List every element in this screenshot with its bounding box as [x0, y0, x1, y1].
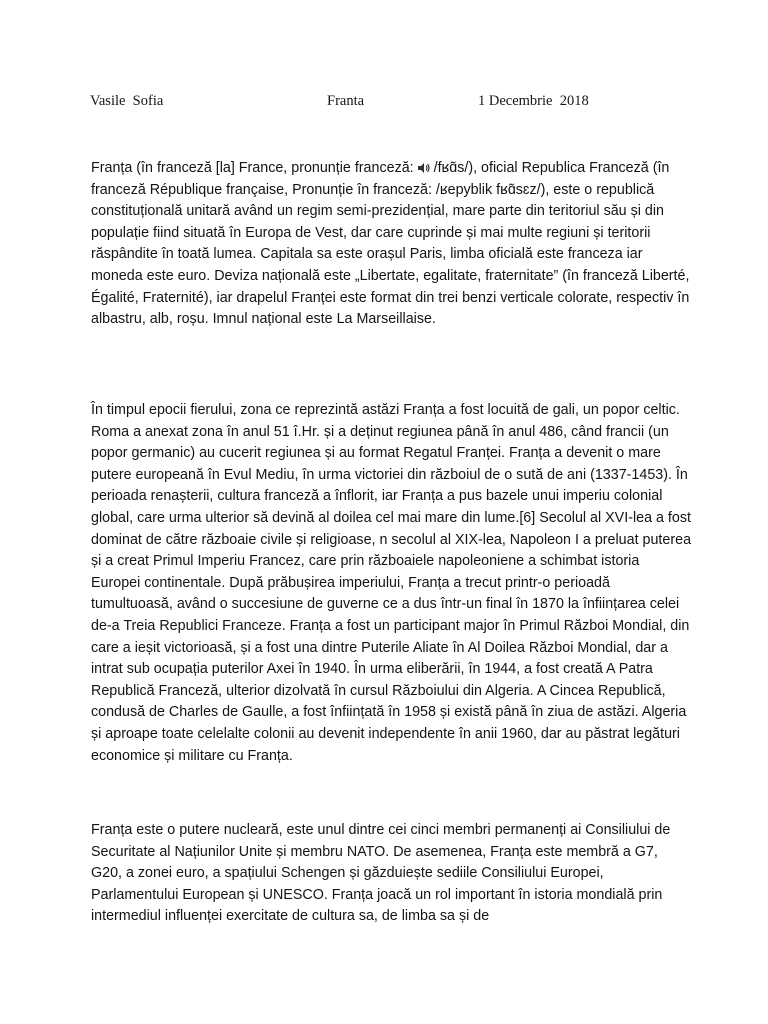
intro-text-start: Franța (în franceză [la] France, pronunție franceză: [91, 160, 418, 176]
document-header [90, 93, 690, 113]
document-date: 1 Decembrie 2018 [478, 93, 589, 109]
speaker-icon[interactable] [418, 163, 430, 173]
paragraph-international: Franța este o putere nucleară, este unul dintre cei cinci membri permanenți ai Consiliului de Securitate al Națiunilor Unite și membru NATO. De asemenea, Franța este membră a G7, G20, a zonei euro, a spațiului Schengen și găzduiește sediile Consiliului Europei, Parlamentului European și UNESCO. Franța joacă un rol important în istoria mondială prin intermediul influenței exercitate de cultura sa, de limba sa și de [91, 822, 671, 925]
paragraph-history: În timpul epocii fierului, zona ce reprezintă astăzi Franța a fost locuită de gali, un popor celtic. Roma a anexat zona în anul 51 î.Hr. și a deținut regiunea până în anul 486, când francii (un popor germanic) au cucerit regiunea și au format Regatul Franței. Franța a devenit o mare putere europeană în Evul Mediu, în urma victoriei din războiul de o sută de ani (1337-1453). În perioada renașterii, cultura franceză a înflorit, iar Franța a pus bazele unui imperiu colonial global, care urma ulterior să devină al doilea cel mai mare din lume.[6] Secolul al XVI-lea a fost dominat de către războaie civile și religioase, n secolul al XIX-lea, Napoleon I a preluat puterea și a creat Primul Imperiu Francez, care prin războaiele napoleoniene a schimbat istoria Europei continentale. După prăbușirea imperiului, Franța a trecut printr-o perioadă tumultuoasă, având o succesiune de guverne ce a dus într-un final în 1870 la înființarea celei de-a Treia Republici Franceze. Franța a fost un participant major în Primul Război Mondial, din care a ieșit victorioasă, și a fost una dintre Puterile Aliate în Al Doilea Război Mondial, dar a intrat sub ocupația puterilor Axei în 1940. În urma eliberării, în 1944, a fost creată A Patra Republică Franceză, ulterior dizolvată în cursul Războiului din Algeria. A Cincea Republică, condusă de Charles de Gaulle, a fost înființată în 1958 și există până în ziua de astăzi. Algeria și aproape toate celelalte colonii au devenit independente în anii 1960, dar au păstrat legături economice și militare cu Franța. [91, 402, 692, 764]
document-topic: Franta [327, 93, 365, 109]
author-name: Vasile Sofia [90, 93, 164, 109]
paragraph-intro [91, 158, 691, 331]
intro-text-rest: /fʁɑ̃s/), oficial Republica Franceză (în franceză République française, Pronunție în franceză: /ʁepyblik fʁɑ̃sɛz/), este o republică constituțională unitară având un regim semi-prezidențial, mare parte din teritoriul său și din populație fiind situată în Europa de Vest, dar care cuprinde și mai multe regiuni și teritorii răspândite în toată lumea. Capitala sa este orașul Paris, limba oficială este franceza iar moneda este euro. Deviza națională este „Libertate, egalitate, fraternitate” (în franceză Liberté, Égalité, Fraternité), iar drapelul Franței este format din trei benzi verticale colorate, respectiv în albastru, alb, roșu. Imnul național este La Marseillaise. [91, 160, 690, 328]
